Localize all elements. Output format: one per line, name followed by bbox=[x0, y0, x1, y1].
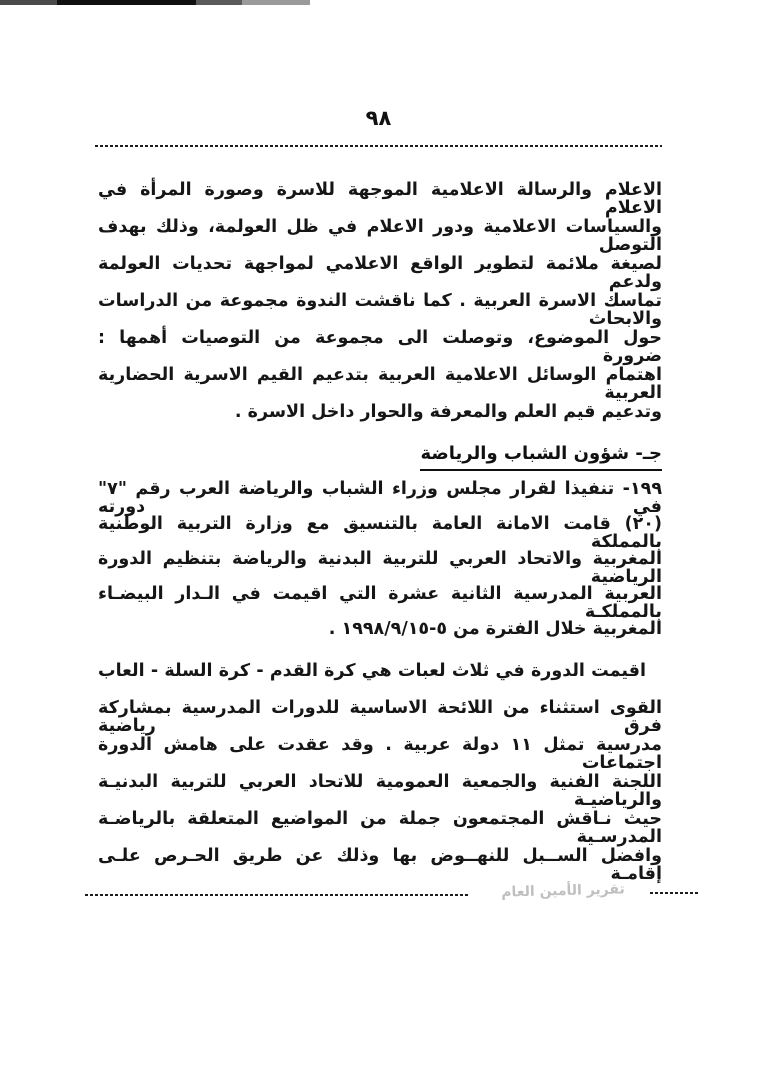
paragraph-media-family bbox=[98, 182, 662, 442]
text-line: مدرسية تمثل ١١ دولة عربية . وقد عقدت على هامش الدورة اجتماعات bbox=[98, 735, 662, 773]
text-line: اللجنة الفنية والجمعية العمومية للاتحاد العربي للتربية البدنيـة والرياضيـة bbox=[98, 772, 662, 810]
text-line: حول الموضوع، وتوصلت الى مجموعة من التوصيات أهمها : ضرورة bbox=[98, 328, 662, 366]
text-line: المغربية والاتحاد العربي للتربية البدنية والرياضة بتنظيم الدورة الرياضية bbox=[98, 549, 662, 587]
text-line: تماسك الاسرة العربية . كما ناقشت الندوة مجموعة من الدراسات والابحاث bbox=[98, 291, 662, 329]
text-line: حيث نـاقش المجتمعون جملة من المواضيع المتعلقة بالرياضـة المدرسـية bbox=[98, 809, 662, 847]
scan-edge-artifact bbox=[0, 0, 310, 5]
text-line: وافضل الســبل للنهــوض بها وذلك عن طريق الحـرص علـى إقامـة bbox=[98, 846, 662, 884]
text-line: اقيمت الدورة في ثلاث لعبات هي كرة القدم - كرة السلة - العاب bbox=[98, 661, 646, 681]
section-heading-youth-sports bbox=[98, 443, 662, 471]
footer-stamp-text: تقرير الأمين العام bbox=[501, 881, 625, 901]
header-rule bbox=[95, 145, 662, 147]
section-heading-text: جـ- شؤون الشباب والرياضة bbox=[420, 443, 662, 471]
footer-rule bbox=[85, 894, 470, 896]
page-number: ٩٨ bbox=[365, 106, 392, 130]
text-line: وتدعيم قيم العلم والمعرفة والحوار داخل الاسرة . bbox=[234, 402, 662, 422]
text-line: ١٩٩- تنفيذا لقرار مجلس وزراء الشباب والرياضة العرب رقم "٧" في دورته bbox=[98, 479, 662, 517]
text-line: لصيغة ملائمة لتطوير الواقع الاعلامي لمواجهة تحديات العولمة ولدعم bbox=[98, 254, 662, 292]
text-line: القوى استثناء من اللائحة الاساسية للدورات المدرسية بمشاركة فرق رياضية bbox=[98, 698, 662, 736]
paragraph-199-decision bbox=[98, 481, 662, 661]
text-line: (٢٠) قامت الامانة العامة بالتنسيق مع وزارة التربية الوطنية بالمملكة bbox=[98, 514, 662, 552]
text-line: اهتمام الوسائل الاعلامية العربية بتدعيم القيم الاسرية الحضارية العربية bbox=[98, 365, 662, 403]
text-line: المغربية خلال الفترة من ٥-١٩٩٨/٩/١٥ . bbox=[328, 619, 662, 639]
text-line: الاعلام والرسالة الاعلامية الموجهة للاسرة وصورة المرأة في الاعلام bbox=[98, 180, 662, 218]
footer-rule-short bbox=[650, 892, 698, 894]
text-line: والسياسات الاعلامية ودور الاعلام في ظل العولمة، وذلك بهدف التوصل bbox=[98, 217, 662, 255]
text-line: العربية المدرسية الثانية عشرة التي اقيمت في الـدار البيضـاء بالمملكـة bbox=[98, 584, 662, 622]
paragraph-tournament-details bbox=[98, 663, 662, 888]
